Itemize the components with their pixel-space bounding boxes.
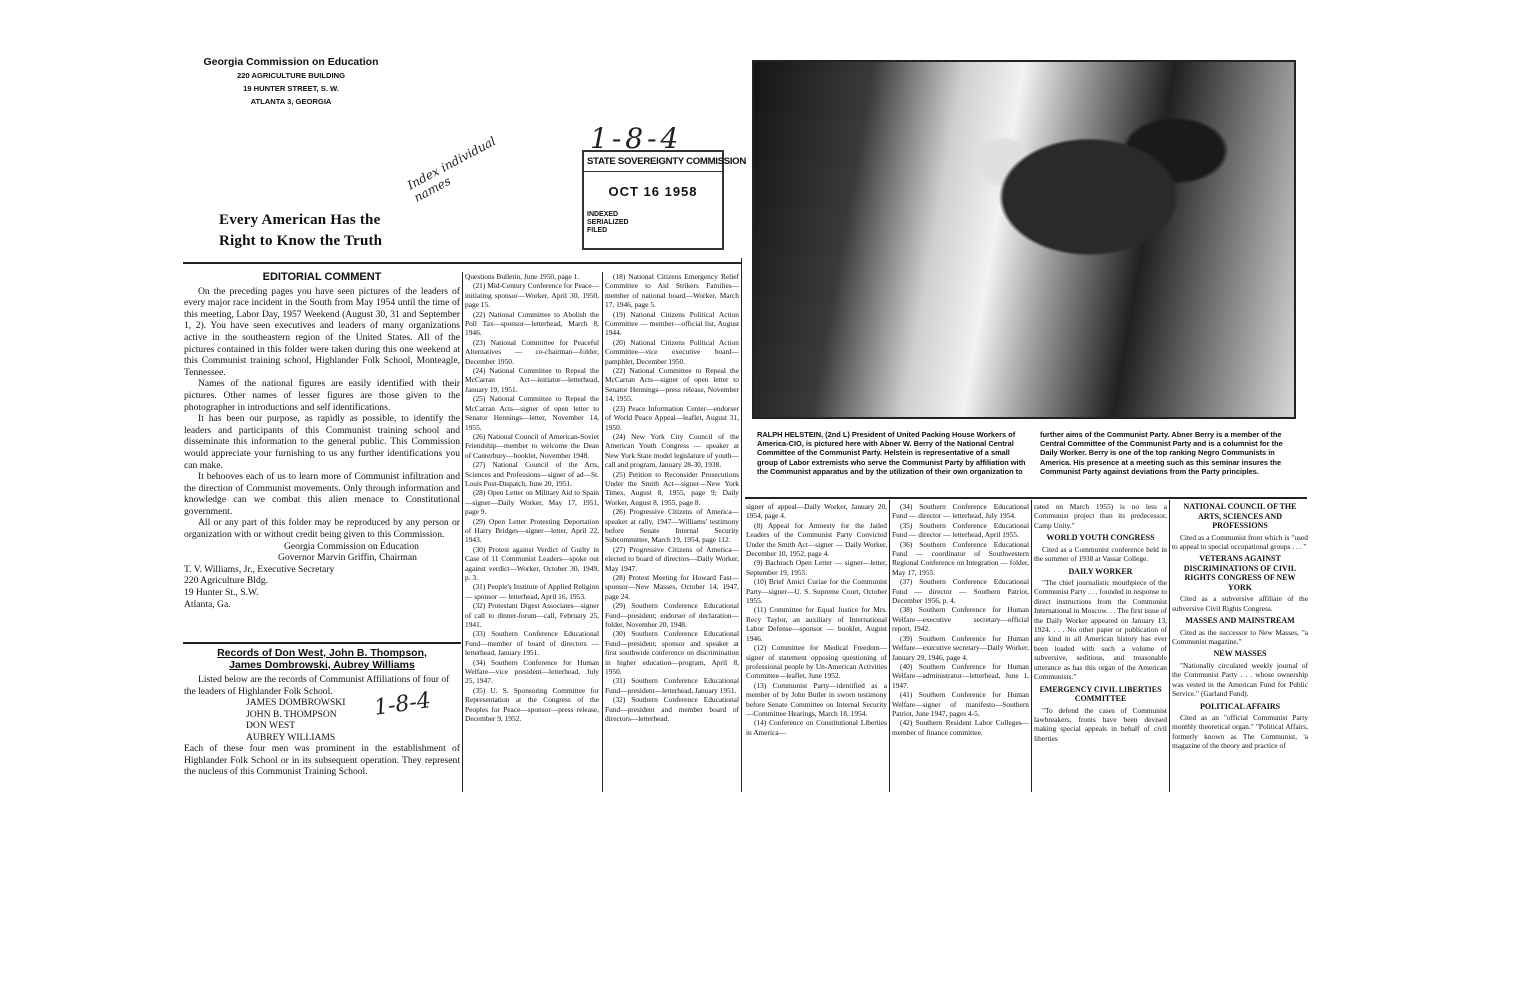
list-item: (29) Southern Conference Educational Fund—president; endorser of declaration—folder, November 20, 1948. <box>605 601 739 630</box>
list-item: (36) Southern Conference Educational Fund — coordinator of Southwestern Regional Conference on Integration — folder, May 17, 1955. <box>892 539 1029 577</box>
list-item: (41) Southern Conference for Human Welfare—signer of manifesto—Southern Patriot, June 1947, pages 4-5. <box>892 690 1029 718</box>
list-item: (35) U. S. Sponsoring Committee for Representation at the Congress of the Peoples for Peace—sponsor—press release, December 9, 1952. <box>465 685 599 724</box>
records-title-line1: Records of Don West, John B. Thompson, <box>217 647 427 659</box>
affiliations-column-2 <box>465 272 599 792</box>
editorial-address-building: 220 Agriculture Bldg. <box>184 575 268 587</box>
masthead-rule <box>183 262 741 264</box>
editorial-p2: Names of the national figures are easily identified with their pictures. Other names of lesser figures are those given to the photographer in introductions and self identifications. <box>184 378 460 413</box>
column-rule <box>602 272 603 792</box>
records-names <box>184 688 460 743</box>
list-item: (32) Protestant Digest Associates—signer of call to dinner-forum—call, February 25, 1941. <box>465 601 599 630</box>
handwritten-index-code: 1-8-4 <box>590 122 683 155</box>
affiliations-column-4 <box>746 502 887 792</box>
citations-column-6 <box>1034 502 1167 792</box>
citation-heading: POLITICAL AFFAIRS <box>1199 701 1281 711</box>
citation-lead: rated on March 1955) is no less a Communist project than its predecessor, Camp Unity." <box>1034 502 1167 530</box>
list-item: (33) Southern Conference Educational Fund—member of board of directors — letterhead, January 1951. <box>465 629 599 658</box>
column-rule <box>741 258 742 792</box>
list-item: (29) Open Letter Protesting Deportation of Harry Bridges—signer—letter, April 22, 1943. <box>465 516 599 545</box>
list-item: (24) National Committee to Repeal the McCarran Act—initiator—letterhead, January 19, 1951. <box>465 366 599 394</box>
sovereignty-commission-stamp <box>582 150 746 250</box>
editorial-comment <box>184 272 460 610</box>
list-item: (34) Southern Conference Educational Fund — director — letterhead, July 1954. <box>892 502 1029 521</box>
citation-heading: MASSES AND MAINSTREAM <box>1185 616 1295 626</box>
list-item: (11) Committee for Equal Justice for Mrs. Recy Taylor, an auxiliary of International Labor Defense—sponsor — booklet, August 1946. <box>746 605 887 643</box>
citation-heading: WORLD YOUTH CONGRESS <box>1046 533 1155 543</box>
editorial-signature-org: Georgia Commission on Education <box>284 540 419 552</box>
list-item: (22) National Committee to Abolish the Poll Tax—sponsor—letterhead, March 8, 1946. <box>465 309 599 338</box>
photo-caption-left: RALPH HELSTEIN, (2nd L) President of United Packing House Workers of America-CIO, is pictured here with Abner W. Berry of the National Central Committee of the Communist Party. Helstein is representative of a small group of Labor extremists who serve the Communist Party by affiliation with the Communist apparatus and by the utilization of their own organization to <box>757 430 1026 476</box>
handwritten-margin-note: Index individual names <box>405 134 499 205</box>
stamp-indexed: INDEXED <box>587 211 619 218</box>
handwritten-records-code: 1-8-4 <box>372 688 433 721</box>
editorial-address-city: Atlanta, Ga. <box>184 598 231 610</box>
photo-caption-right: further aims of the Communist Party. Abner Berry is a member of the Central Committee of the Communist Party and is a columnist for the Daily Worker. Berry is one of the top ranking Negro Communists in America. His presence at a meeting such as this seminar insures the Communist Party against deviations from the Party principles. <box>1040 430 1283 476</box>
list-item: (27) Progressive Citizens of America—elected to board of directors—Daily Worker, May 1947. <box>605 544 739 573</box>
citation-heading: NEW MASSES <box>1213 649 1267 659</box>
editorial-p5: All or any part of this folder may be reproduced by any person or organization with or without credit being given to this Commission. <box>184 517 460 541</box>
editorial-address-street: 19 Hunter St., S.W. <box>184 587 259 599</box>
stamp-date: OCT 16 1958 <box>608 184 698 199</box>
citation-heading: DAILY WORKER <box>1068 566 1133 576</box>
records-closing: Each of these four men was prominent in the establishment of Highlander Folk School or in its subsequent operation. They represent the nucleus of this Communist Training School. <box>184 743 460 777</box>
records-section <box>184 648 460 778</box>
records-rule <box>183 642 461 644</box>
citation-heading: EMERGENCY CIVIL LIBERTIES COMMITTEE <box>1039 684 1162 703</box>
editorial-heading: EDITORIAL COMMENT <box>262 271 382 283</box>
list-item: (31) People's Institute of Applied Religion — sponsor — letterhead, April 16, 1953. <box>465 582 599 601</box>
editorial-p4: It behooves each of us to learn more of Communist infiltration and the direction of Communist movements. Only through information and knowledge can we combat this alien menace to Constitutional government. <box>184 471 460 517</box>
list-item: (8) Appeal for Amnesty for the Jailed Leaders of the Communist Party Convicted Under the Smith Act—signer — Daily Worker, December 10, 1952, page 4. <box>746 520 887 559</box>
helstein-berry-photo <box>752 60 1296 419</box>
citation-text: "Nationally circulated weekly journal of the Communist Party . . . whose ownership was vested in the American Fund for Public Service." (Garland Fund). <box>1172 660 1308 699</box>
list-item: (32) Southern Conference Educational Fund—president and member board of directors—letterhead. <box>605 695 739 724</box>
list-item: (22) National Committee to Repeal the McCarran Acts—signer of open letter to Senator Hennings—press release, November 14, 1955. <box>605 366 739 404</box>
list-item: (30) Southern Conference Educational Fund—president; sponsor and speaker at first southwide conference on discrimination in higher education—program, April 8, 1950. <box>605 629 739 677</box>
list-item: (14) Conference on Constitutional Liberties in America— <box>746 718 887 737</box>
column-rule <box>889 500 890 792</box>
list-item: (28) Open Letter on Military Aid to Spain—signer—Daily Worker, May 17, 1951, page 9. <box>465 488 599 517</box>
citation-text: Cited as a Communist front which is "used to appeal to special occupational groups . . . " <box>1172 532 1308 551</box>
citation-text: "The chief journalistic mouthpiece of the Communist Party . . . founded in response to direct instructions from the Communist International in Moscow. . . The first issue of the Daily Worker appeared on January 13, 1924. . . . No other paper or publication of any kind in all American history has ever been loaded with such a volume of subversive, seditious, and treasonable utterance as has this organ of the American Communists." <box>1034 578 1167 682</box>
list-item: (9) Bachrach Open Letter — signer—letter, September 19, 1955. <box>746 558 887 577</box>
column-rule <box>1169 500 1170 792</box>
column-rule <box>1031 500 1032 792</box>
list-item: (35) Southern Conference Educational Fund — director — letterhead, April 1955. <box>892 520 1029 540</box>
letterhead-org: Georgia Commission on Education <box>203 56 379 68</box>
records-title-line2: James Dombrowski, Aubrey Williams <box>229 658 415 671</box>
stamp-title: STATE SOVEREIGNTY COMMISSION <box>584 152 722 172</box>
citation-text: Cited as a Communist conference held in the summer of 1938 at Vassar College. <box>1034 544 1167 564</box>
records-name-2: JOHN B. THOMPSON <box>246 708 337 720</box>
list-item: (42) Southern Resident Labor Colleges—member of finance committee. <box>892 718 1029 737</box>
list-item: (10) Brief Amici Curiae for the Communist Party—signer—U. S. Supreme Court, October 1955. <box>746 577 887 606</box>
records-intro: Listed below are the records of Communist Affiliations of four of the leaders of Highlander Folk School. <box>184 674 450 697</box>
citation-text: "To defend the cases of Communist lawbreakers, fronts have been devised making special appeals in behalf of civil liberties <box>1034 705 1167 743</box>
caption-rule <box>745 497 1307 499</box>
list-item: (24) New York City Council of the American Youth Congress — speaker at New York State model legislature of youth—call and program, January 28-30, 1938. <box>605 431 739 470</box>
stamp-filed: FILED <box>587 227 608 234</box>
list-item: (40) Southern Conference for Human Welfare—administrator—letterhead, June 1, 1947. <box>892 661 1029 690</box>
citation-text: Cited as the successor to New Masses, "a Communist magazine." <box>1172 627 1308 647</box>
list-item: (26) Progressive Citizens of America—speaker at rally, 1947—Williams' testimony before Senate Internal Security Subcommittee, March 19, 1954, page 112. <box>605 507 739 545</box>
affiliations-column-5 <box>892 502 1029 792</box>
citation-text: Cited as a subversive affiliate of the subversive Civil Rights Congress. <box>1172 594 1308 613</box>
citation-heading: VETERANS AGAINST DISCRIMINATIONS OF CIVIL RIGHTS CONGRESS OF NEW YORK <box>1183 554 1297 592</box>
list-item: (19) National Citizens Political Action Committee — member—official list, August 1944. <box>605 309 739 338</box>
slogan-line1: Every American Has the <box>219 212 381 228</box>
list-item: (13) Communist Party—identified as a member of by John Butler in sworn testimony before Senate Committee on Internal Security—Committee Hearings, March 18, 1954. <box>746 680 887 718</box>
editorial-signature-chair: Governor Marvin Griffin, Chairman <box>278 552 417 564</box>
citation-heading: NATIONAL COUNCIL OF THE ARTS, SCIENCES AND PROFESSIONS <box>1183 502 1297 530</box>
list-item: (18) National Citizens Emergency Relief Committee to Aid Strikers Families—member of national board—Worker, March 17, 1946, page 5. <box>605 272 739 310</box>
editorial-p3: It has been our purpose, as rapidly as possible, to identify the leaders and participants of this Communist training school and disseminate this information to the general public. This Commission would appreciate your furnishing to us any further identifications you can make. <box>184 413 460 471</box>
citations-column-7 <box>1172 502 1308 792</box>
list-item: (37) Southern Conference Educational Fund — director — Southern Patriot, December 1956, p. 4. <box>892 577 1029 606</box>
letterhead-line3: ATLANTA 3, GEORGIA <box>250 97 332 106</box>
stamp-fields <box>587 211 722 235</box>
list-item: (39) Southern Conference for Human Welfare—executive secretary—Daily Worker, January 29, 1946, page 4. <box>892 633 1029 662</box>
list-item: (21) Mid-Century Conference for Peace—initiating sponsor—Worker, April 30, 1950, page 15. <box>465 281 599 310</box>
list-item: (28) Protest Meeting for Howard Fast—sponsor—New Masses, October 14, 1947, page 24. <box>605 573 739 601</box>
list-item: (27) National Council of the Arts, Sciences and Professions—signer of ad—St. Louis Post-Dispatch, June 20, 1951. <box>465 460 599 488</box>
list-item: (26) National Council of American-Soviet Friendship—member to welcome the Dean of Canterbury—booklet, November 1948. <box>465 431 599 460</box>
slogan <box>219 210 399 252</box>
list-item: (23) National Committee for Peaceful Alternatives — co-chairman—folder, December 1950. <box>465 337 599 366</box>
list-item: (34) Southern Conference for Human Welfare—vice president—letterhead, July 25, 1947. <box>465 657 599 686</box>
records-name-1: JAMES DOMBROWSKI <box>246 697 346 708</box>
list-item: (12) Committee for Medical Freedom—signer of statement opposing questioning of professional people by Un-American Activities Committee—leaflet, June 1952. <box>746 643 887 681</box>
editorial-address-secretary: T. V. Williams, Jr., Executive Secretary <box>184 563 335 575</box>
list-item: Questions Bulletin, June 1950, page 1. <box>465 272 580 281</box>
records-name-3: DON WEST <box>246 720 296 731</box>
list-item: signer of appeal—Daily Worker, January 20, 1954, page 4. <box>746 502 887 521</box>
list-item: (23) Peace Information Center—endorser of World Peace Appeal—leaflet, August 31, 1950. <box>605 403 739 432</box>
list-item: (30) Protest against Verdict of Guilty in Case of 11 Communist Leaders—spoke out against verdict—Worker, October 30, 1949, p. 3. <box>465 544 599 582</box>
column-rule <box>462 272 463 792</box>
letterhead-line2: 19 HUNTER STREET, S. W. <box>243 84 339 93</box>
editorial-p1: On the preceding pages you have seen pictures of the leaders of every major race incident in the South from May 1954 until the time of this meeting, Labor Day, 1957 Weekend (August 30, 31 and September 1, 2). You have seen executives and leaders of many organizations active in the southeastern region of the United States. All of the pictures contained in this folder were taken during this one weekend at this Communist training school, Highlander Folk School, Monteagle, Tennessee. <box>184 285 460 378</box>
list-item: (25) National Committee to Repeal the McCarran Acts—signer of open letter to Senator Hennings—letter, November 14, 1955. <box>465 394 599 432</box>
citation-text: Cited as an "official Communist Party monthly theoretical organ." "Political Affairs, formerly known as The Communist, 'a magazine of the theory and practice of <box>1172 713 1308 751</box>
list-item: (20) National Citizens Political Action Committee—vice executive board—pamphlet, December 1950. <box>605 337 739 366</box>
letterhead <box>196 55 386 108</box>
letterhead-line1: 220 AGRICULTURE BUILDING <box>236 71 345 80</box>
records-name-4: AUBREY WILLIAMS <box>246 731 336 743</box>
list-item: (31) Southern Conference Educational Fund—president—letterhead, January 1951. <box>605 676 739 695</box>
list-item: (38) Southern Conference for Human Welfare—executive secretary—official report, 1942. <box>892 605 1029 634</box>
stamp-serialized: SERIALIZED <box>587 219 629 226</box>
list-item: (25) Petition to Reconsider Prosecutions Under the Smith Act—signer—New York Times, August 8, 1955, page 9; Daily Worker, August 8, 1955, page 8. <box>605 469 739 507</box>
affiliations-column-3 <box>605 272 739 792</box>
slogan-line2: Right to Know the Truth <box>219 233 383 249</box>
